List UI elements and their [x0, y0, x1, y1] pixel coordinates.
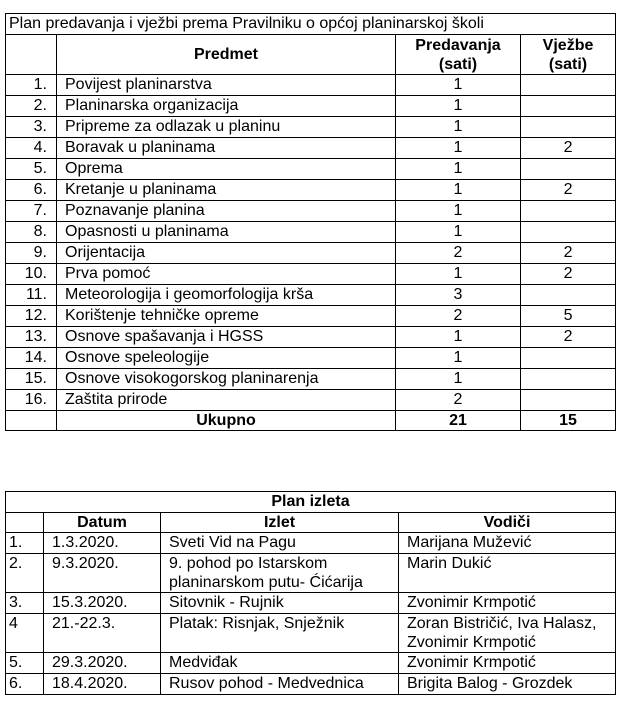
row-exercises [521, 159, 616, 180]
trip-date: 18.4.2020. [44, 674, 161, 695]
row-lectures: 2 [396, 390, 521, 411]
row-subject: Korištenje tehničke opreme [57, 306, 396, 327]
row-subject: Meteorologija i geomorfologija krša [57, 285, 396, 306]
row-subject: Pripreme za odlazak u planinu [57, 117, 396, 138]
row-lectures: 1 [396, 222, 521, 243]
row-subject: Oprema [57, 159, 396, 180]
row-lectures: 2 [396, 306, 521, 327]
row-subject: Osnove spašavanja i HGSS [57, 327, 396, 348]
trip-name: Sitovnik - Rujnik [161, 593, 399, 614]
row-lectures: 1 [396, 75, 521, 96]
row-exercises [521, 96, 616, 117]
trip-row [6, 593, 616, 614]
trip-row [6, 653, 616, 674]
table-row [6, 264, 616, 285]
row-exercises: 2 [521, 180, 616, 201]
trip-guides: Brigita Balog - Grozdek [399, 674, 616, 695]
trip-number: 1. [6, 533, 44, 554]
row-subject: Osnove visokogorskog planinarenja [57, 369, 396, 390]
trip-plan-caption: Plan izleta [6, 492, 616, 513]
row-lectures: 1 [396, 117, 521, 138]
row-lectures: 1 [396, 138, 521, 159]
total-empty [6, 411, 57, 431]
total-exercises: 15 [521, 411, 616, 431]
total-label: Ukupno [57, 411, 396, 431]
table-row [6, 96, 616, 117]
row-number: 12. [6, 306, 57, 327]
row-subject: Povijest planinarstva [57, 75, 396, 96]
trip-guides: Marijana Mužević [399, 533, 616, 554]
row-lectures: 1 [396, 96, 521, 117]
table-row [6, 159, 616, 180]
row-exercises [521, 348, 616, 369]
row-exercises: 2 [521, 264, 616, 285]
row-subject: Osnove speleologije [57, 348, 396, 369]
header-subject: Predmet [57, 35, 396, 75]
row-exercises [521, 285, 616, 306]
total-lectures: 21 [396, 411, 521, 431]
trip-date: 15.3.2020. [44, 593, 161, 614]
header-exercises: Vježbe (sati) [521, 35, 616, 75]
trip-guides: Zvonimir Krmpotić [399, 653, 616, 674]
row-exercises: 2 [521, 243, 616, 264]
row-lectures: 1 [396, 159, 521, 180]
row-exercises: 2 [521, 327, 616, 348]
table-row [6, 138, 616, 159]
row-number: 4. [6, 138, 57, 159]
table-row [6, 222, 616, 243]
trip-number: 6. [6, 674, 44, 695]
table-row [6, 306, 616, 327]
trip-guides: Marin Dukić [399, 554, 616, 593]
table-row [6, 369, 616, 390]
row-number: 2. [6, 96, 57, 117]
row-exercises [521, 75, 616, 96]
row-number: 8. [6, 222, 57, 243]
row-number: 15. [6, 369, 57, 390]
row-lectures: 1 [396, 180, 521, 201]
trip-plan-table [5, 491, 616, 695]
row-number: 16. [6, 390, 57, 411]
trip-number: 3. [6, 593, 44, 614]
row-lectures: 1 [396, 327, 521, 348]
row-exercises [521, 222, 616, 243]
row-lectures: 2 [396, 243, 521, 264]
row-exercises [521, 201, 616, 222]
trip-date: 1.3.2020. [44, 533, 161, 554]
trip-name: Medviđak [161, 653, 399, 674]
table-row [6, 348, 616, 369]
row-subject: Orijentacija [57, 243, 396, 264]
trip-name: 9. pohod po Istarskom planinarskom putu- Ćićarija [161, 554, 399, 593]
table-row [6, 285, 616, 306]
row-exercises [521, 390, 616, 411]
row-lectures: 3 [396, 285, 521, 306]
row-subject: Prva pomoć [57, 264, 396, 285]
table-row [6, 117, 616, 138]
lecture-plan-caption: Plan predavanja i vježbi prema Pravilniku o općoj planinarskoj školi [6, 14, 616, 35]
row-subject: Kretanje u planinama [57, 180, 396, 201]
row-subject: Opasnosti u planinama [57, 222, 396, 243]
table-row [6, 75, 616, 96]
trip-header-trip: Izlet [161, 513, 399, 533]
row-exercises: 5 [521, 306, 616, 327]
trip-header-date: Datum [44, 513, 161, 533]
row-exercises: 2 [521, 138, 616, 159]
row-lectures: 1 [396, 369, 521, 390]
trip-row [6, 533, 616, 554]
row-number: 13. [6, 327, 57, 348]
trip-number: 2. [6, 554, 44, 593]
row-number: 9. [6, 243, 57, 264]
row-exercises [521, 117, 616, 138]
trip-date: 29.3.2020. [44, 653, 161, 674]
row-subject: Boravak u planinama [57, 138, 396, 159]
trip-date: 9.3.2020. [44, 554, 161, 593]
row-number: 11. [6, 285, 57, 306]
table-row [6, 201, 616, 222]
row-lectures: 1 [396, 201, 521, 222]
trip-header-number [6, 513, 44, 533]
row-number: 5. [6, 159, 57, 180]
row-subject: Poznavanje planina [57, 201, 396, 222]
trip-guides: Zvonimir Krmpotić [399, 593, 616, 614]
table-row [6, 327, 616, 348]
header-lectures: Predavanja (sati) [396, 35, 521, 75]
trip-row [6, 614, 616, 653]
header-number [6, 35, 57, 75]
trip-row [6, 674, 616, 695]
trip-name: Sveti Vid na Pagu [161, 533, 399, 554]
row-number: 6. [6, 180, 57, 201]
row-lectures: 1 [396, 348, 521, 369]
trip-header-guides: Vodiči [399, 513, 616, 533]
trip-date: 21.-22.3. [44, 614, 161, 653]
row-number: 1. [6, 75, 57, 96]
table-row [6, 180, 616, 201]
row-number: 14. [6, 348, 57, 369]
row-subject: Zaštita prirode [57, 390, 396, 411]
trip-name: Rusov pohod - Medvednica [161, 674, 399, 695]
trip-name: Platak: Risnjak, Snježnik [161, 614, 399, 653]
trip-row [6, 554, 616, 593]
row-number: 7. [6, 201, 57, 222]
trip-guides: Zoran Bistričić, Iva Halasz, Zvonimir Krmpotić [399, 614, 616, 653]
lecture-plan-table [5, 13, 616, 431]
row-number: 10. [6, 264, 57, 285]
trip-number: 5. [6, 653, 44, 674]
trip-number: 4 [6, 614, 44, 653]
row-subject: Planinarska organizacija [57, 96, 396, 117]
row-exercises [521, 369, 616, 390]
table-row [6, 390, 616, 411]
row-lectures: 1 [396, 264, 521, 285]
row-number: 3. [6, 117, 57, 138]
table-row [6, 243, 616, 264]
